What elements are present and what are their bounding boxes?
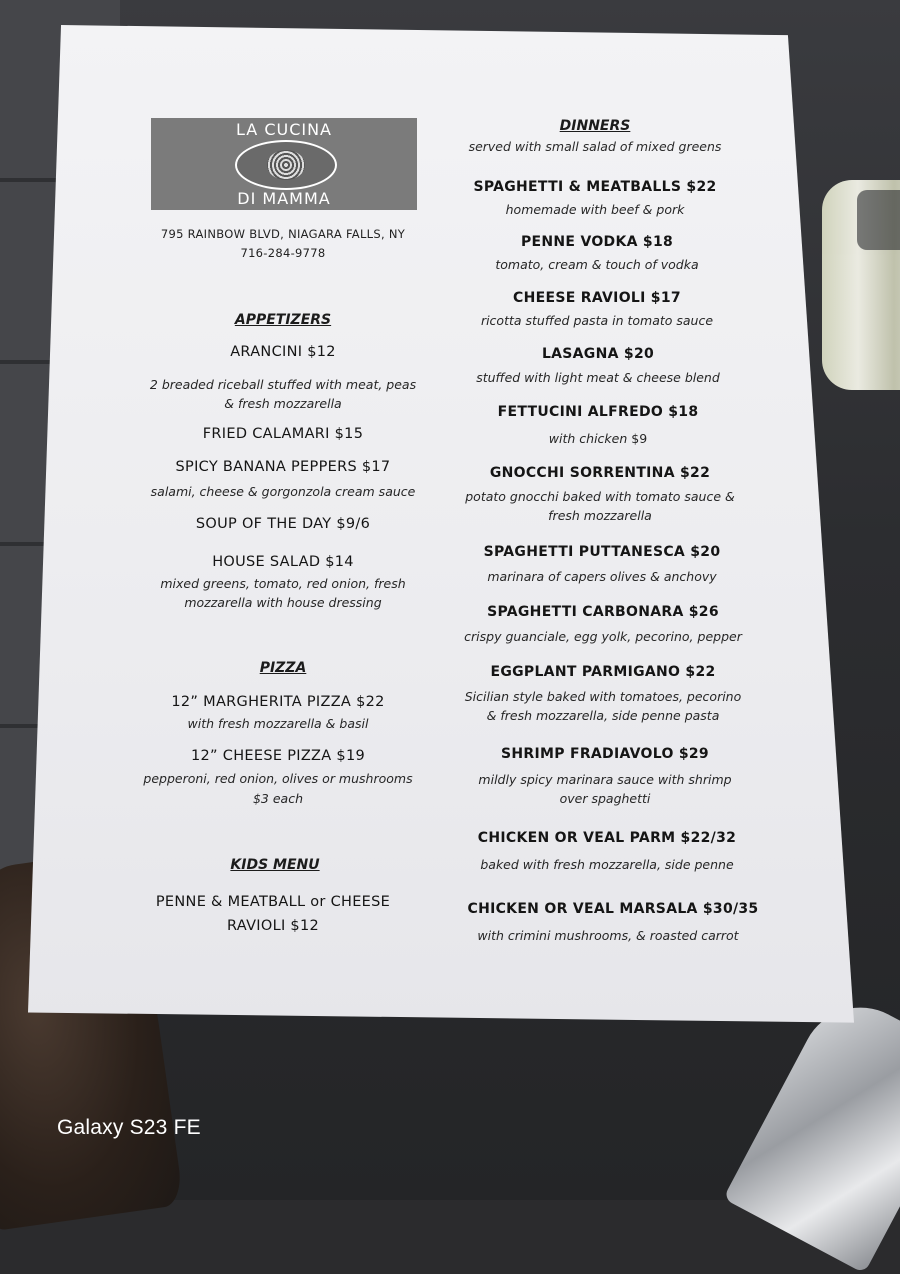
- menu-item-name: SOUP OF THE DAY $9/6: [195, 516, 371, 532]
- menu-item-desc: marinara of capers olives & anchovy: [487, 569, 717, 584]
- menu-item-name: PENNE VODKA $18: [520, 234, 674, 250]
- kids-menu-heading: KIDS MENU: [230, 857, 320, 873]
- menu-item-desc: mildly spicy marinara sauce with shrimp over spaghetti: [478, 772, 732, 806]
- menu-item-name: CHICKEN OR VEAL MARSALA $30/35: [467, 901, 759, 917]
- desc-price: $9: [631, 431, 648, 446]
- restaurant-address: 795 RAINBOW BLVD, NIAGARA FALLS, NY: [160, 227, 406, 241]
- appetizers-heading: APPETIZERS: [234, 312, 332, 328]
- menu-item-desc: pepperoni, red onion, olives or mushrooms: [143, 771, 413, 786]
- menu-item-desc: crispy guanciale, egg yolk, pecorino, pepper: [464, 629, 742, 644]
- menu-item-name: RAVIOLI $12: [226, 918, 320, 934]
- menu-item-name: GNOCCHI SORRENTINA $22: [489, 465, 711, 481]
- menu-item-name: SPAGHETTI PUTTANESCA $20: [483, 544, 721, 560]
- menu-item-desc: with crimini mushrooms, & roasted carrot: [477, 928, 739, 943]
- menu-item-name: SPAGHETTI & MEATBALLS $22: [473, 179, 717, 195]
- menu-item-desc: potato gnocchi baked with tomato sauce & fresh mozzarella: [465, 489, 735, 523]
- dinners-subheading: served with small salad of mixed greens: [468, 139, 722, 154]
- menu-item-name: PENNE & MEATBALL or CHEESE: [155, 894, 391, 910]
- logo-line-2: DI MAMMA: [237, 189, 331, 208]
- dinners-heading: DINNERS: [559, 118, 631, 134]
- menu-item-desc: mixed greens, tomato, red onion, fresh mozzarella with house dressing: [160, 576, 406, 610]
- menu-item-name: HOUSE SALAD $14: [212, 554, 354, 570]
- menu-item-desc: baked with fresh mozzarella, side penne: [480, 857, 734, 872]
- menu-item-desc: tomato, cream & touch of vodka: [495, 257, 699, 272]
- restaurant-phone: 716-284-9778: [240, 246, 326, 260]
- menu-item-desc: stuffed with light meat & cheese blend: [476, 370, 720, 385]
- menu-item-desc: [433, 429, 763, 448]
- menu-item-desc: Sicilian style baked with tomatoes, pecorino & fresh mozzarella, side penne pasta: [464, 689, 742, 723]
- menu-item-name: SPICY BANANA PEPPERS $17: [175, 459, 391, 475]
- menu-item-desc: 2 breaded riceball stuffed with meat, peas & fresh mozzarella: [149, 377, 417, 411]
- menu-item-desc: $3 each: [252, 791, 304, 806]
- menu-item-desc: salami, cheese & gorgonzola cream sauce: [150, 484, 416, 499]
- menu-item-name: 12” CHEESE PIZZA $19: [191, 748, 365, 764]
- menu-item-name: SHRIMP FRADIAVOLO $29: [501, 746, 709, 762]
- menu-item-name: FETTUCINI ALFREDO $18: [497, 404, 699, 420]
- menu-item-desc: ricotta stuffed pasta in tomato sauce: [480, 313, 714, 328]
- pasta-plate-icon: [235, 140, 337, 190]
- menu-item-name: 12” MARGHERITA PIZZA $22: [171, 694, 385, 710]
- menu-item-name: CHICKEN OR VEAL PARM $22/32: [477, 830, 737, 846]
- menu-item-desc: with fresh mozzarella & basil: [187, 716, 369, 731]
- camera-watermark: Galaxy S23 FE: [57, 1116, 201, 1139]
- menu-item-name: LASAGNA $20: [541, 346, 655, 362]
- logo-line-1: LA CUCINA: [236, 120, 332, 139]
- menu-item-name: SPAGHETTI CARBONARA $26: [487, 604, 719, 620]
- menu-item-desc: homemade with beef & pork: [505, 202, 685, 217]
- menu-item-name: ARANCINI $12: [230, 344, 336, 360]
- restaurant-logo: [151, 118, 417, 210]
- menu-item-name: CHEESE RAVIOLI $17: [513, 290, 681, 306]
- pizza-heading: PIZZA: [259, 660, 307, 676]
- desc-text: with chicken: [548, 431, 628, 446]
- menu-item-name: FRIED CALAMARI $15: [202, 426, 364, 442]
- menu-item-name: EGGPLANT PARMIGANO $22: [490, 664, 716, 680]
